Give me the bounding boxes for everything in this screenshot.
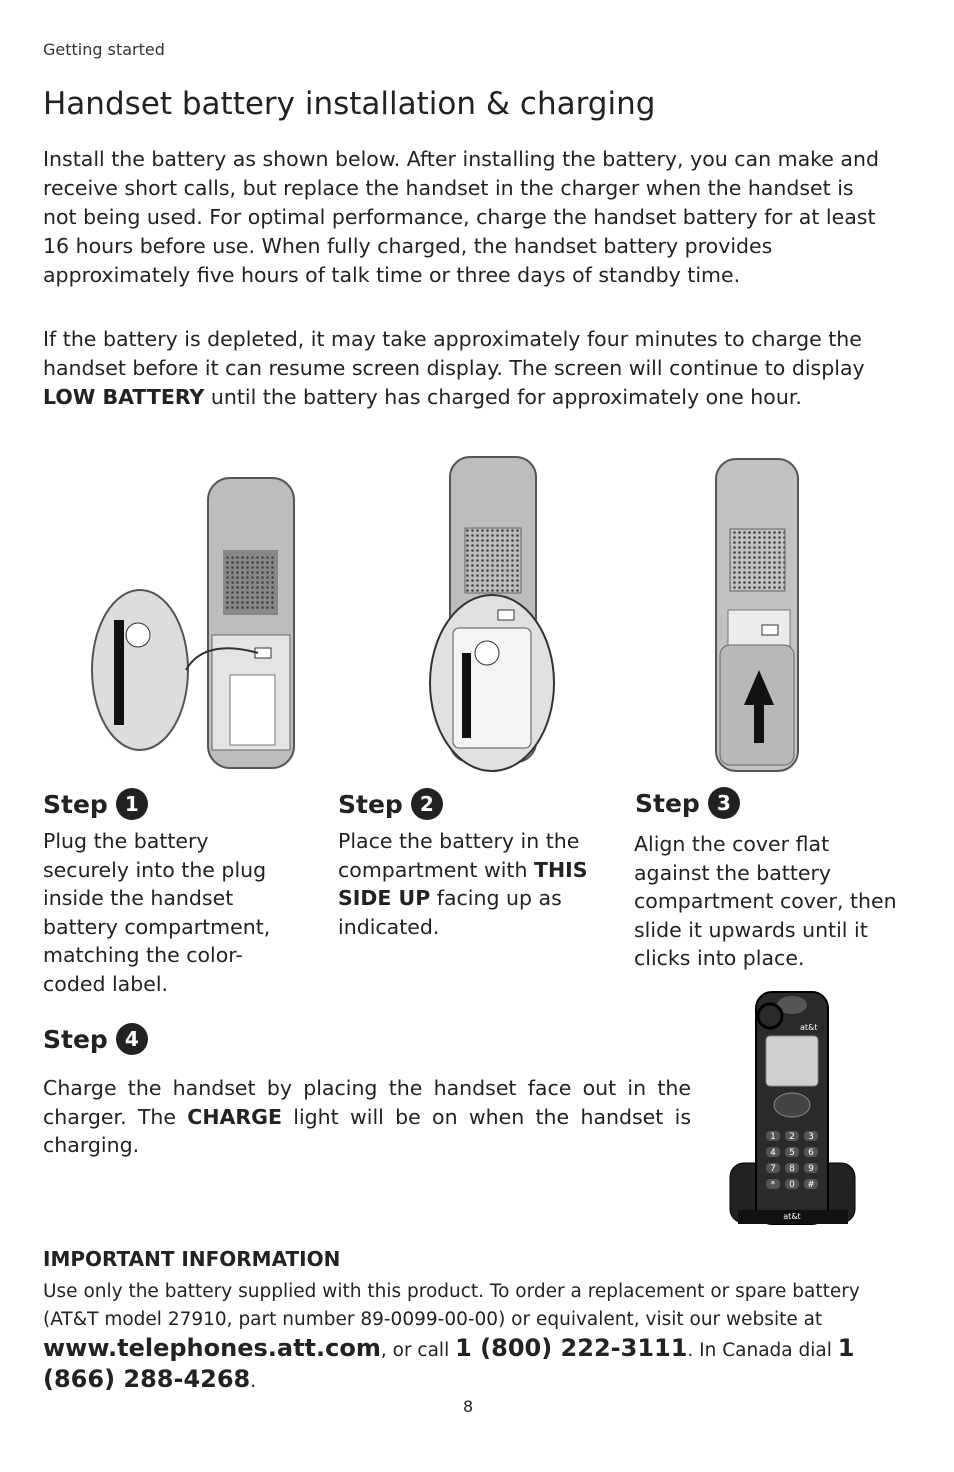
phone-us: 1 (800) 222-3111 bbox=[455, 1334, 688, 1362]
handset-in-charger-illustration bbox=[728, 988, 858, 1246]
step-2-text: Place the battery in the compartment with THIS SIDE UP facing up as indicated. bbox=[338, 829, 588, 939]
svg-text:5: 5 bbox=[789, 1148, 795, 1158]
step3-illustration bbox=[712, 455, 802, 775]
svg-text:0: 0 bbox=[789, 1180, 795, 1190]
svg-text:#: # bbox=[807, 1180, 815, 1190]
this-side-up-label: THIS SIDE UP bbox=[338, 857, 588, 910]
step-4-heading: Step 4 bbox=[43, 1023, 148, 1055]
svg-text:*: * bbox=[770, 1180, 776, 1190]
section-label: Getting started bbox=[43, 40, 165, 59]
step-number-badge: 3 bbox=[708, 787, 740, 819]
step-2-heading: Step 2 bbox=[338, 788, 443, 820]
step-number-badge: 2 bbox=[411, 788, 443, 820]
svg-text:2: 2 bbox=[789, 1132, 795, 1142]
step-1-heading: Step 1 bbox=[43, 788, 148, 820]
svg-text:9: 9 bbox=[808, 1164, 814, 1174]
step-1-text: Plug the battery securely into the plug inside the handset battery compartment, matching the color-coded label. bbox=[43, 829, 271, 996]
step-3-heading: Step 3 bbox=[635, 787, 740, 819]
step-number-badge: 1 bbox=[116, 788, 148, 820]
brand-logo: at&t bbox=[800, 1023, 818, 1032]
svg-text:3: 3 bbox=[808, 1132, 814, 1142]
svg-text:1: 1 bbox=[770, 1132, 776, 1142]
step1-illustration bbox=[90, 470, 305, 775]
step-4-text: Charge the handset by placing the handset face out in the charger. The CHARGE light will be on when the handset is charging. bbox=[43, 1076, 691, 1157]
website-link[interactable]: www.telephones.att.com bbox=[43, 1334, 381, 1362]
step2-illustration bbox=[425, 453, 560, 773]
intro-paragraph-1: Install the battery as shown below. After installing the battery, you can make and receive short calls, but replace the handset in the charger when the handset is not being used. For optimal performance, charge the handset battery for at least 16 hours before use. When fully charged, the handset battery provides approximately five hours of talk time or three days of standby time. bbox=[43, 147, 879, 287]
step-number-badge: 4 bbox=[116, 1023, 148, 1055]
low-battery-label: LOW BATTERY bbox=[43, 385, 205, 409]
charger-brand-logo: at&t bbox=[783, 1212, 801, 1221]
svg-text:6: 6 bbox=[808, 1148, 814, 1158]
important-heading: IMPORTANT INFORMATION bbox=[43, 1247, 341, 1271]
svg-text:7: 7 bbox=[770, 1164, 776, 1174]
charge-label: CHARGE bbox=[187, 1104, 282, 1129]
important-text: Use only the battery supplied with this product. To order a replacement or spare battery (AT&T model 27910, part number 89-0099-00-00) or equivalent, visit our website at www.telephones.att.com, or call 1 (800) 222-3111. In Canada dial 1 (866) 288-4268. bbox=[43, 1281, 860, 1393]
intro-paragraph-2: If the battery is depleted, it may take approximately four minutes to charge the handset before it can resume screen display. The screen will continue to display LOW BATTERY until the battery has charged for approximately one hour. bbox=[43, 327, 865, 409]
page-title: Handset battery installation & charging bbox=[43, 86, 656, 122]
svg-text:8: 8 bbox=[789, 1164, 795, 1174]
phone-canada: 1 (866) 288-4268 bbox=[43, 1334, 855, 1393]
page-number: 8 bbox=[463, 1397, 474, 1416]
step-3-text: Align the cover flat against the battery compartment cover, then slide it upwards until it clicks into place. bbox=[634, 832, 897, 970]
svg-text:4: 4 bbox=[770, 1148, 776, 1158]
